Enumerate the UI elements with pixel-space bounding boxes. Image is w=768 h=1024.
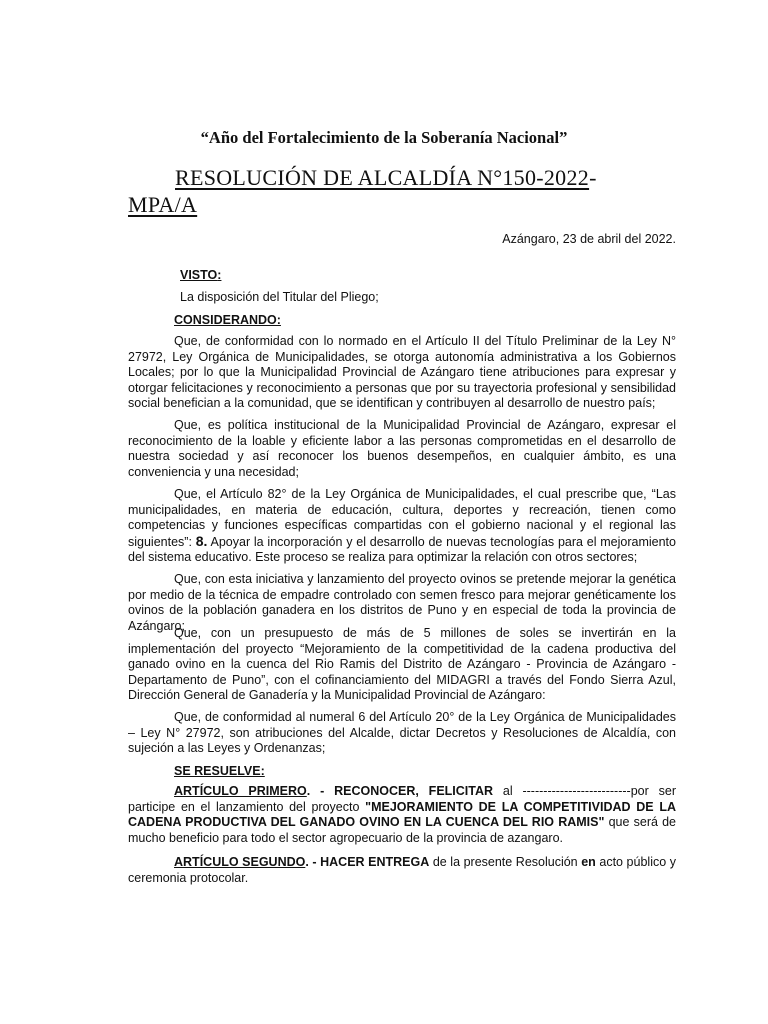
document-date: Azángaro, 23 de abril del 2022.: [502, 232, 676, 246]
visto-heading: VISTO:: [180, 268, 222, 282]
considerando-paragraph-2: Que, es política institucional de la Municipalidad Provincial de Azángaro, expresar el reconocimiento de la loable y eficiente labor a las personas comprometidas en el desarrollo de nuestra sociedad y así reconocer los buenos desempeños, en cualquier ámbito, es una conveniencia y una necesidad;: [128, 418, 676, 479]
se-resuelve-heading: SE RESUELVE:: [174, 764, 265, 778]
considerando-paragraph-1: Que, de conformidad con lo normado en el Artículo II del Título Preliminar de la Ley N° 27972, Ley Orgánica de Municipalidades, se otorga autonomía administrativa a los Gobiernos Locales; por lo que la Municipalidad Provincial de Azángaro tiene atribuciones para expresar y otorgar felicitaciones y reconocimiento a personas que por su trayectoria profesional y sensibilidad social benefician a la comunidad, que se identifican y contribuyen al desarrollo de nuestro país;: [128, 334, 676, 411]
article-second: ARTÍCULO SEGUNDO. - HACER ENTREGA de la presente Resolución en acto público y ceremonia protocolar.: [128, 855, 676, 885]
considerando-paragraph-4: Que, con esta iniciativa y lanzamiento del proyecto ovinos se pretende mejorar la genética por medio de la técnica de empadre controlado con semen fresco para mejorar genéticamente los ovinos de la población ganadera en los distritos de Puno y en especial de toda la provincia de Azángaro;: [128, 572, 676, 633]
visto-text: La disposición del Titular del Pliego;: [180, 290, 379, 304]
year-motto: “Año del Fortalecimiento de la Soberanía Nacional”: [200, 128, 568, 147]
resolution-title-line2: MPA/A: [128, 192, 198, 217]
considerando-paragraph-5: Que, con un presupuesto de más de 5 millones de soles se invertirán en la implementación del proyecto “Mejoramiento de la competitividad de la cadena productiva del ganado ovino en la cuenca del Rio Ramis del Distrito de Azángaro - Provincia de Azángaro - Departamento de Puno”, con el cofinanciamiento del MIDAGRI a través del Fondo Sierra Azul, Dirección General de Ganadería y la Municipalidad Provincial de Azángaro:: [128, 626, 676, 703]
resolution-title-line1: RESOLUCIÓN DE ALCALDÍA N°150-2022-: [175, 165, 597, 190]
resolution-title: [128, 164, 648, 218]
article-first: ARTÍCULO PRIMERO. - RECONOCER, FELICITAR al --------------------------por ser participe en el lanzamiento del proyecto "MEJORAMIENTO DE LA COMPETITIVIDAD DE LA CADENA PRODUCTIVA DEL GANADO OVINO EN LA CUENCA DEL RIO RAMIS" que será de mucho beneficio para todo el sector agropecuario de la provincia de azangaro.: [128, 784, 677, 845]
considerando-heading: CONSIDERANDO:: [174, 313, 281, 327]
considerando-paragraph-6: Que, de conformidad al numeral 6 del Artículo 20° de la Ley Orgánica de Municipalidades – Ley N° 27972, son atribuciones del Alcalde, dictar Decretos y Resoluciones de Alcaldía, con sujeción a las Leyes y Ordenanzas;: [128, 710, 676, 756]
considerando-paragraph-3: Que, el Artículo 82° de la Ley Orgánica de Municipalidades, el cual prescribe que, “Las municipalidades, en materia de educación, cultura, deportes y recreación, tienen como competencias y funciones específicas compartidas con el gobierno nacional y el regional las siguientes”: 8. Apoyar la incorporación y el desarrollo de nuevas tecnologías para el mejoramiento del sistema educativo. Este proceso se realiza para optimizar la relación con otros sectores;: [128, 487, 676, 565]
